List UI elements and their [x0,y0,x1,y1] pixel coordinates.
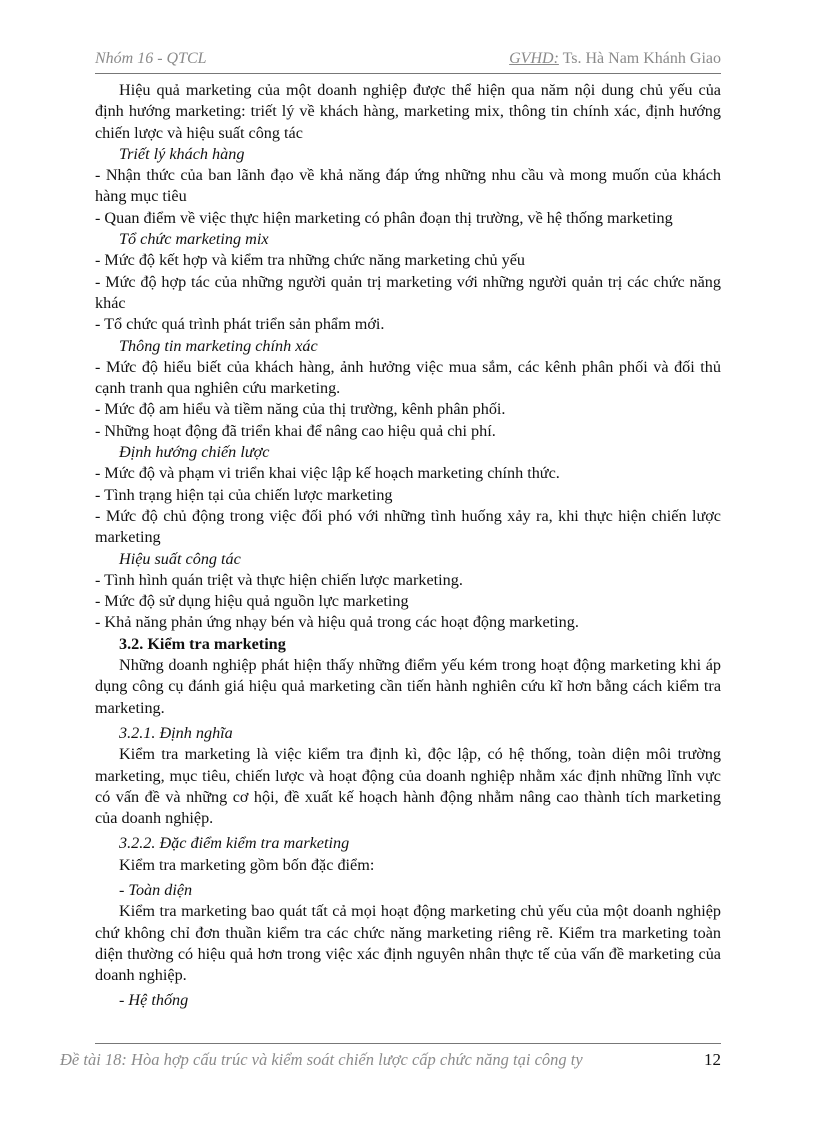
header-supervisor-label: GVHD: [509,50,559,67]
header-supervisor-name: Ts. Hà Nam Khánh Giao [558,50,721,67]
header-rule [95,73,721,74]
paragraph: Hiệu quả marketing của một doanh nghiệp được thể hiện qua năm nội dung chủ yếu của định hướng marketing: triết lý về khách hàng, marketing mix, thông tin chính xác, định hướng chiến lược và hiệu suất công tác [95,81,721,142]
page-header [95,50,721,74]
subheading: Định hướng chiến lược [119,443,270,462]
header-supervisor [509,50,721,68]
list-item: - Những hoạt động đã triển khai để nâng cao hiệu quả chi phí. [95,421,496,440]
paragraph: Kiểm tra marketing bao quát tất cả mọi hoạt động marketing chủ yếu của một doanh nghiệp chứ không chỉ đơn thuần kiểm tra các chức năng marketing riêng rẽ. Kiểm tra marketing toàn diện thường có hiệu quả hơn trong việc xác định nguyên nhân thực tế của vấn đề marketing của doanh nghiệp. [95,902,721,985]
subsection-heading: 3.2.1. Định nghĩa [119,723,233,742]
list-item: - Mức độ chủ động trong việc đối phó với những tình huống xảy ra, khi thực hiện chiến lược marketing [95,506,721,547]
list-item: - Mức độ am hiểu và tiềm năng của thị trường, kênh phân phối. [95,400,506,419]
subheading: Triết lý khách hàng [119,144,245,163]
section-heading: 3.2. Kiểm tra marketing [119,634,286,653]
document-body [95,80,721,1012]
list-item: - Tổ chức quá trình phát triển sản phẩm mới. [95,315,385,334]
paragraph: Kiểm tra marketing là việc kiểm tra định kì, độc lập, có hệ thống, toàn diện môi trường marketing, mục tiêu, chiến lược và hoạt động của doanh nghiệp nhằm xác định những lĩnh vực có vấn đề và những cơ hội, đề xuất kế hoạch hành động nhằm nâng cao thành tích marketing của doanh nghiệp. [95,745,721,828]
list-item: - Mức độ và phạm vi triển khai việc lập kế hoạch marketing chính thức. [95,464,560,483]
list-item: - Mức độ hiểu biết của khách hàng, ảnh hưởng việc mua sắm, các kênh phân phối và đối thủ cạnh tranh qua nghiên cứu marketing. [95,357,721,398]
footer-rule [95,1043,721,1044]
list-item: - Mức độ kết hợp và kiểm tra những chức năng marketing chủ yếu [95,251,526,270]
list-item: - Tình hình quán triệt và thực hiện chiến lược marketing. [95,570,463,589]
list-item: - Mức độ sử dụng hiệu quả nguồn lực marketing [95,592,409,611]
paragraph: Những doanh nghiệp phát hiện thấy những điểm yếu kém trong hoạt động marketing khi áp dụng công cụ đánh giá hiệu quả marketing cần tiến hành nghiên cứu kĩ hơn bằng cách kiểm tra marketing. [95,656,721,717]
subheading: Hiệu suất công tác [119,549,241,568]
list-item: - Khả năng phản ứng nhạy bén và hiệu quả trong các hoạt động marketing. [95,613,579,632]
list-item: - Quan điểm về việc thực hiện marketing có phân đoạn thị trường, về hệ thống marketing [95,208,673,227]
subheading: - Hệ thống [119,991,189,1010]
list-item: - Tình trạng hiện tại của chiến lược marketing [95,485,393,504]
subheading: Tổ chức marketing mix [119,230,269,249]
footer-title: Đề tài 18: Hòa hợp cấu trúc và kiểm soát chiến lược cấp chức năng tại công ty [60,1050,583,1069]
list-item: - Nhận thức của ban lãnh đạo về khả năng đáp ứng những nhu cầu và mong muốn của khách hàng mục tiêu [95,166,721,206]
paragraph: Kiểm tra marketing gồm bốn đặc điểm: [119,855,375,874]
header-group: Nhóm 16 - QTCL [95,50,207,67]
page-number: 12 [704,1050,721,1069]
list-item: - Mức độ hợp tác của những người quản trị marketing với những người quản trị các chức năng khác [95,272,721,312]
subsection-heading: 3.2.2. Đặc điểm kiểm tra marketing [119,834,350,853]
subheading: Thông tin marketing chính xác [119,336,318,355]
subheading: - Toàn diện [119,880,193,899]
